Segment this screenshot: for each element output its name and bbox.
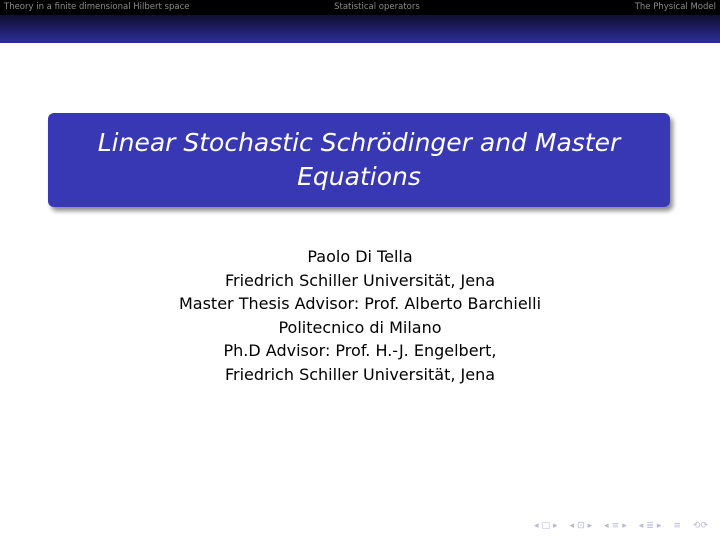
frame-icon[interactable]: □ bbox=[541, 521, 550, 531]
title-line-1: Linear Stochastic Schrödinger and Master bbox=[97, 128, 621, 157]
phd-advisor: Ph.D Advisor: Prof. H.-J. Engelbert, bbox=[223, 341, 497, 360]
headline-section-hilbert-space[interactable]: Theory in a finite dimensional Hilbert space bbox=[4, 2, 190, 12]
phd-institute: Friedrich Schiller Universität, Jena bbox=[224, 364, 496, 384]
part-icon[interactable]: ≣ bbox=[646, 521, 654, 531]
headline-section-physical-model[interactable]: The Physical Model bbox=[634, 2, 716, 12]
headline-section-statistical-operators[interactable]: Statistical operators bbox=[334, 2, 420, 12]
author-institute: Friedrich Schiller Universität, Jena bbox=[224, 270, 496, 290]
title-box bbox=[48, 113, 670, 207]
frame-next-arrow-icon[interactable]: ▸ bbox=[553, 521, 558, 531]
search-back-forward-icon[interactable]: ⟲⟳ bbox=[692, 521, 708, 531]
subsection-prev-arrow-icon[interactable]: ◂ bbox=[569, 521, 575, 531]
document-icon[interactable]: ≡ bbox=[673, 521, 681, 531]
section-prev-arrow-icon[interactable]: ◂ bbox=[604, 521, 609, 531]
subsection-next-arrow-icon[interactable]: ▸ bbox=[587, 521, 593, 531]
author-block bbox=[0, 245, 720, 386]
master-institute: Politecnico di Milano bbox=[278, 317, 442, 337]
beamer-navigation-bar bbox=[534, 520, 708, 532]
section-next-arrow-icon[interactable]: ▸ bbox=[622, 521, 627, 531]
frame-prev-arrow-icon[interactable]: ◂ bbox=[533, 521, 539, 531]
headline-bar bbox=[0, 0, 720, 15]
header-gradient-band bbox=[0, 15, 720, 43]
part-prev-arrow-icon[interactable]: ◂ bbox=[638, 521, 644, 531]
master-advisor: Master Thesis Advisor: Prof. Alberto Barchielli bbox=[178, 294, 542, 313]
part-next-arrow-icon[interactable]: ▸ bbox=[656, 521, 662, 531]
author-name: Paolo Di Tella bbox=[307, 247, 413, 266]
section-icon[interactable]: ≡ bbox=[611, 521, 620, 531]
subsection-icon[interactable]: ⊡ bbox=[577, 521, 585, 531]
title-line-2: Equations bbox=[297, 162, 421, 191]
